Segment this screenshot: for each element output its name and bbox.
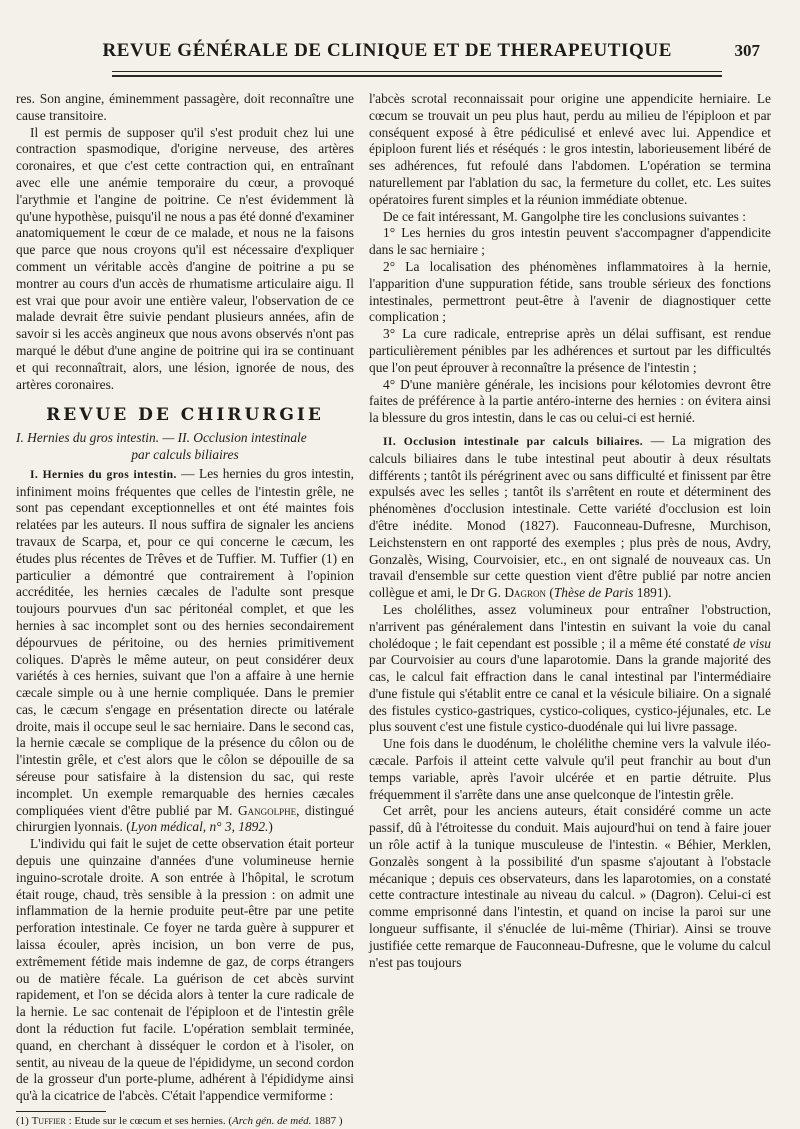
text: — Les hernies du gros intestin, infiniment moins fréquentes que celles de l'intestin grêle, ne sont pas cependant exceptionnelles et ont été maintes fois relatées par les auteurs. Il nous suffira de signaler les anciens travaux de Scarpa, et, pour ce qui concerne le cæcum, les études plus récentes de Trêves et de Tuffier. M. Tuffier (1) en particulier a démontré que contrairement à l'opinion accréditée, les hernies cæcales de l'adulte sont presque toujours pourvues d'un sac péritonéal complet, et que les hernies à sac incomplet sont ou des hernies secondairement dépourvues de péritoine, ou des hernies primitivement coliques. D'après le même auteur, on peut considérer deux variétés à ces hernies, suivant que l'on a affaire à une hernie cæcale simple ou à une hernie compliquée. Dans le premier cas, le cæcum s'engage en présentation directe ou latérale droite, mais il occupe seul le sac herniaire. Dans le second cas, la hernie cæcale se complique de la présence du côlon ou de l'intestin grêle, et c'est alors que le côlon se dépouille de sa séreuse pour satisfaire à la distension du sac, qui reste incomplet. Un exemple remarquable des hernies cæcales compliquées vient d'être publié par M.	[16, 465, 354, 818]
citation: Thèse de Paris	[553, 585, 634, 601]
paragraph: Cet arrêt, pour les anciens auteurs, était considéré comme un acte passif, dû à l'étroitesse du conduit. Mais aujourd'hui on tend à faire jouer un rôle actif à la tunique musculeuse de l'intestin. « Béhier, Merklen, Gonzalès songent à la possibilité d'un spasme s'ajoutant à l'obstacle mécanique ; depuis ces observateurs, dans les laparotomies, on a constaté cette contracture intestinale au niveau du calcul. » (Dagron). Celui-ci est comme emprisonné dans l'intestin, et quand on incise la paroi sur une longueur suffisante, il s'énuclée de lui-même (Thiriar). Ainsi se trouve justifiée cette remarque de Fauconneau-Dufresne, que le volume du calcul n'est pas toujours	[369, 803, 771, 970]
summary-line: par calculs biliaires	[131, 446, 239, 462]
text: , distingué chirurgien lyonnais. (	[16, 802, 354, 835]
paragraph: De ce fait intéressant, M. Gangolphe tire les conclusions suivantes :	[383, 208, 746, 224]
footnote	[16, 1115, 354, 1129]
citation: Lyon médical, n° 3, 1892.	[130, 819, 269, 835]
conclusion-item: 2° La localisation des phénomènes inflammatoires à la hernie, l'apparition d'une suppuration fétide, sans trouble sérieux des fonctions intestinales, permettront peut-être à l'avenir de diagnostiquer cette complication ;	[369, 258, 771, 325]
text: par Courvoisier au cours d'une laparotomie. Dans la grande majorité des cas, le calcul fait effraction dans le canal intestinal par l'intermédiaire d'une fistule qui s'établit entre ce canal et la vésicule biliaire. On a signalé des fistules cystico-gastriques, cystico-coliques, cystico-jéjunales, etc. Le plus souvent c'est une fistule cystico-duodénale qui lui livre passage.	[369, 652, 771, 735]
italic-text: de visu	[733, 635, 771, 651]
author-name: Dagron	[504, 585, 547, 601]
page-header	[40, 40, 760, 62]
text: Les cholélithes, assez volumineux pour entraîner l'obstruction, n'arrivent pas généralement dans l'intestin en suivant la voie du canal cholédoque ; le fait cependant est possible ; il a même été constaté	[369, 601, 771, 651]
footnote-mark: (1)	[16, 1115, 32, 1128]
conclusion-item: 3° La cure radicale, entreprise après un délai suffisant, est rendue particulièrement pénibles par les adhérences et surtout par les difficultés que l'on peut éprouver à reconnaître la présence de l'intestin ;	[369, 326, 771, 375]
paragraph-hernies	[16, 466, 354, 837]
author-name: Gangolphe	[237, 802, 297, 818]
header-rule-thick	[112, 75, 722, 77]
text: (	[546, 585, 554, 601]
running-title: REVUE GÉNÉRALE DE CLINIQUE ET DE THERAPEUTIQUE	[102, 40, 673, 61]
text: 1891).	[633, 585, 672, 601]
paragraph: Une fois dans le duodénum, le cholélithe chemine vers la valvule iléo-cæcale. Parfois il atteint cette valvule qu'il peut franchir au bout d'un temps variable, après l'avoir ulcérée et en partie détruite. Plus fréquemment il s'arrête dans une anse quelconque de l'intestin grêle.	[369, 736, 771, 802]
citation: Arch gén. de méd.	[232, 1115, 312, 1128]
section-summary	[16, 430, 354, 464]
paragraph: res. Son angine, éminemment passagère, doit reconnaître une cause transitoire.	[16, 91, 354, 123]
text: — La migration des calculs biliaires dans le tube intestinal peut aboutir à deux résultats différents ; tantôt ils pérégrinent avec ou sans difficulté et finissent par être expulsés avec les selles ; tantôt ils s'arrêtent en route et déterminent des phénomènes d'occlusion intestinale. Cette variété d'occlusion est loin d'être inédite. Monod (1827). Fauconneau-Dufresne, Murchison, Leichstenstern en ont rapporté des exemples ; plus près de nous, Avdry, Gonzalès, Wising, Courvoisier, etc., en ont signalé de nouveaux cas. Un travail d'ensemble sur cette question vient d'être publié par notre ancien collègue et ami, le Dr G.	[369, 432, 771, 601]
subsection-heading: II. Occlusion intestinale par calculs biliaires.	[383, 434, 644, 448]
footnote-rule	[16, 1111, 106, 1112]
page-number: 307	[734, 41, 760, 60]
header-rule	[112, 71, 722, 72]
text: 1887 )	[311, 1115, 343, 1128]
paragraph: L'individu qui fait le sujet de cette observation était porteur depuis une quinzaine d'années d'une volumineuse hernie inguino-scrotale droite. A son entrée à l'hôpital, le scrotum était rouge, chaud, très sensible à la pression : on admit une inflammation de la hernie produite peut-être par une petite perforation intestinale. Ce foyer ne tarda guère à suppurer et laissa écouler, après incision, un bon verre de pus, extrêmement fétide mais indemne de gaz, de corps étrangers ou de matière fécale. La guérison de cet abcès survint rapidement, et l'on se décida alors à tenter la cure radicale de la hernie. Le sac contenait de l'épiploon et de l'intestin grêle dont la réduction fut facile. L'opération semblait terminée, quand, en cherchant à disséquer le cordon et à l'isoler, on sentit, au niveau de la queue de l'épididyme, un second cordon de la grosseur d'un porte-plume, adhérent à l'épididyme ainsi qu'à la cicatrice de l'abcès. C'était l'appendice vermiforme :	[16, 836, 354, 1104]
paragraph: l'abcès scrotal reconnaissait pour origine une appendicite herniaire. Le cœcum se trouvait un peu plus haut, perdu au milieu de l'épiploon et par conséquent exposé à être pédiculisé et enlevé avec lui. Appendice et épiploon furent liés et réséqués : le gros intestin, laborieusement libéré de ses adhérences, fut refoulé dans l'abdomen. L'opération se termina naturellement par l'ablation du sac, la fermeture du collet, etc. Les suites opératoires furent simples et la réunion immédiate obtenue.	[369, 91, 771, 207]
right-column	[369, 91, 771, 971]
text: : Etude sur le cœcum et ses hernies. (	[65, 1115, 233, 1128]
author-name: Tuffier	[31, 1115, 66, 1128]
section-title: REVUE DE CHIRURGIE	[46, 405, 324, 426]
paragraph-occlusion	[369, 433, 771, 602]
paragraph	[369, 602, 771, 736]
text: )	[268, 819, 273, 835]
conclusion-item: 4° D'une manière générale, les incisions pour kélotomies devront être faites de préférence à la partie antéro-interne des hernies : on évitera ainsi la blessure du gros intestin, dans le cas ou celui-ci est hernié.	[369, 376, 771, 426]
conclusion-item: 1° Les hernies du gros intestin peuvent s'accompagner d'appendicite dans le sac herniaire ;	[369, 225, 771, 258]
subsection-heading: I. Hernies du gros intestin.	[30, 467, 177, 481]
paragraph: Il est permis de supposer qu'il s'est produit chez lui une contraction spasmodique, d'origine nerveuse, des artères coronaires, et que c'est cette contraction qui, en entraînant avec elle une anémie temporaire du cœur, a provoqué l'arythmie et l'angine de poitrine. Ce n'est évidemment là qu'une hypothèse, puisqu'il ne nous a pas été donné d'examiner anatomiquement le cœur de ce malade, et nous ne la faisons que parce que nous croyons qu'il est nécessaire d'expliquer comment un véritable accès d'angine de poitrine a pu se montrer au cours d'un accès de rhumatisme articulaire aigu. Il est vrai que pour avoir une entière valeur, l'observation de ce malade devrait être suivie pendant plusieurs années, afin de savoir si les accès angineux que nous avons observés n'ont pas marqué le début d'une angine de poitrine qui ira se continuant et qui reconnaîtrait, alors, une lésion, ignorée de nous, des artères coronaires.	[16, 124, 354, 392]
summary-line: I. Hernies du gros intestin. — II. Occlusion intestinale	[16, 430, 307, 446]
left-column	[16, 91, 354, 1129]
